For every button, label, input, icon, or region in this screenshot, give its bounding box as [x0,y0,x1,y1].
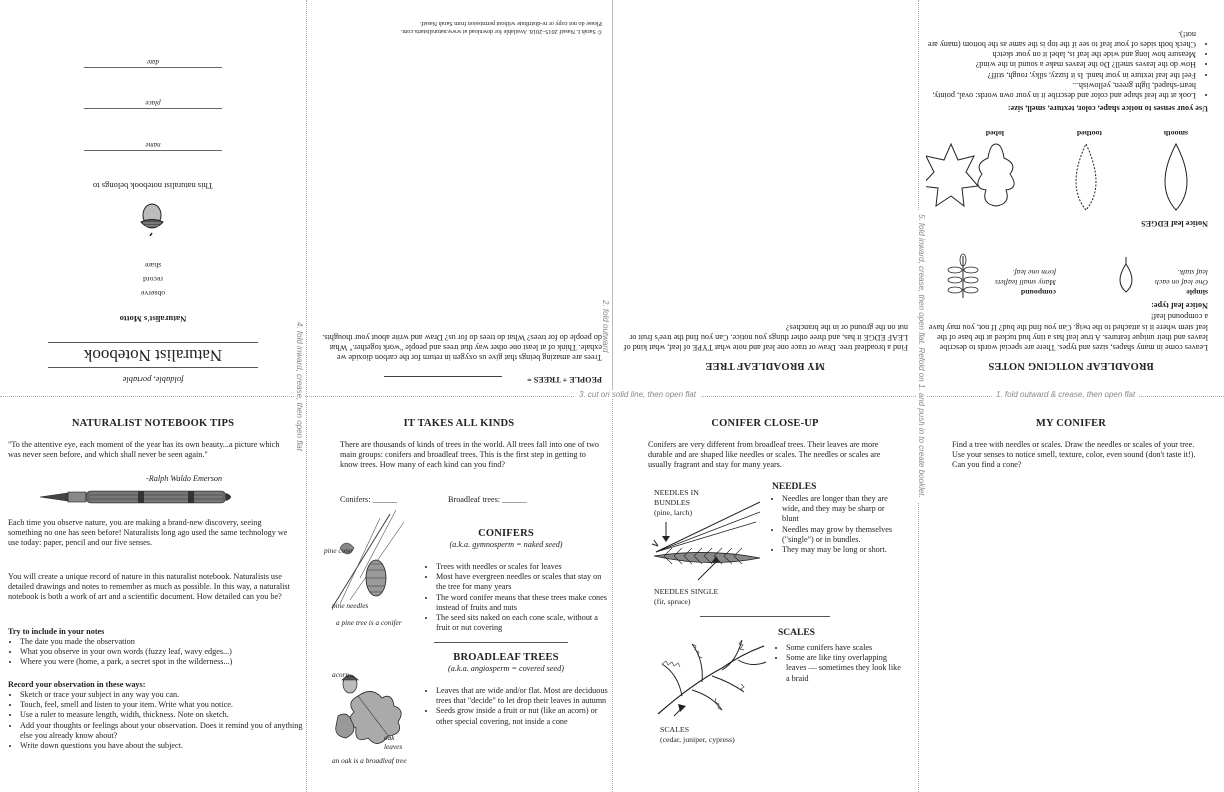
cover-panel [0,0,306,396]
pine-caption: a pine tree is a conifer [336,618,402,627]
noticing-heading: BROADLEAF NOTICING NOTES [988,360,1154,371]
record-item: • Sketch or trace your subject in any way you can. [20,690,306,700]
closeup-intro: Conifers are very different from broadleaf trees. Their leaves are more durable and are shaped like needles or scales. The needles or scales are usually fragrant and stay for many years. [648,440,881,470]
pine-cone-label: pine cone [324,546,353,555]
tips-author: -Ralph Waldo Emerson [146,474,223,483]
senses-heading: Use your senses to notice shape, color, texture, smell, size: [1007,104,1208,113]
noticing-panel [918,0,1224,396]
include-list [8,637,306,668]
conifer-points [424,562,608,633]
people-trees-text: Trees are amazing beings that give us oxygen in return for the carbon dioxide we exhale. Think of at least one other way that trees and people "work together." What do people do for trees? What do trees do for us? Draw and write about your thoughts. [322,332,602,362]
oak-leaves-label: oak leaves [384,733,403,751]
scales-label: SCALES [660,725,690,734]
tips-para-2: You will create a unique record of nature in this naturalist notebook. Naturalists use detailed drawings and notes to remember as much as possible. In this way, a naturalist notebook is both a work of art and a scientific document. How detailed can you be? [8,572,290,602]
simple-desc: One leaf on each leaf stalk. [1154,268,1208,287]
include-item: • The date you made the observation [20,637,306,647]
conifer-point: • Most have evergreen needles or scales that stay on the tree for many years [436,572,608,592]
fold-label-5: 5. fold inward, crease, then open flat. Refold on 1. and push in to create booklet. [917,210,926,502]
kinds-heading: IT TAKES ALL KINDS [403,418,515,429]
noticing-intro: Leaves come in many shapes, sizes and types. There are special words to describe leaves and their unique features. A true leaf has a tiny bud tucked at the base of the leaf stem where it is attached to the twig. Can you find the bud? If not, you may have a compound leaf! [928,312,1208,352]
closeup-heading: CONIFER CLOSE-UP [711,418,819,429]
needles-points [770,494,898,555]
closeup-divider [700,616,830,617]
kinds-panel [306,396,612,792]
bundles-sub: (pine, larch) [654,508,693,517]
conifer-point: • The seed sits naked on each cone scale, without a fruit or nut covering [436,613,608,633]
compound-leaf-icon [938,252,988,302]
single-label: NEEDLES SINGLE [654,587,719,596]
conifer-point: • The word conifer means that these trees make cones instead of fruits and nuts [436,593,608,613]
needles-heading: NEEDLES [772,482,817,492]
my-conifer-text: Find a tree with needles or scales. Draw the needles or scales of your tree. Use your senses to notice smell, texture, color, even sound (don't taste it!). Can you find a cone? [952,440,1196,470]
name-line[interactable] [84,150,222,151]
record-heading: Record your observation in these ways: [8,680,146,689]
title-rule-bottom [48,342,258,343]
scales-points [774,643,904,684]
scales-point: • Some are like tiny overlapping leaves — sometimes they look like a braid [786,653,904,684]
compound-desc: Many small leaflets form one leaf. [994,268,1056,287]
record-item: • Use a ruler to measure length, width, thickness. Note on sketch. [20,710,306,720]
scales-sub: (cedar, juniper, cypress) [660,735,735,744]
broadleaf-point: • Seeds grow inside a fruit or nut (like an acorn) or other special covering, not inside a cone [436,706,610,726]
senses-item: • Look at the leaf shape and color and describe it in your own words: oval, pointy, heart-shaped, light green, yellowish... [918,80,1196,100]
broadleaf-panel [612,0,918,396]
senses-item: • Measure how long and wide the leaf is, label it on your sketch [918,49,1196,59]
include-heading: Try to include in your notes [8,627,105,636]
record-item: • Touch, feel, smell and listen to your item. Write what you notice. [20,700,306,710]
cut-label-3: 3. cut on solid line, then open flat [575,390,700,399]
broadleaf-text: Find a broadleaf tree. Draw or trace one leaf and note what TYPE of leaf, what kind of LEAF EDGE it has, and three other things you notice. Can you find the tree's fruit or nut on the ground or in the branches? [623,322,908,352]
senses-list [918,29,1208,100]
pine-needles-label: pine needles [332,601,369,610]
needles-point: • They may may be long or short. [782,545,898,555]
people-trees-heading: PEOPLE + TREES = [527,375,602,384]
broadleaf-trees-heading: BROADLEAF TREES [453,652,559,663]
motto-record: record [143,275,163,284]
kinds-divider [434,642,568,643]
conifers-heading: CONIFERS [478,528,534,539]
fold-label-1: 1. fold outward & crease, then open flat [992,390,1139,399]
my-conifer-heading: MY CONIFER [1035,418,1107,429]
people-trees-answer-line[interactable] [384,376,502,377]
broadleaf-aka: (a.k.a. angiosperm = covered seed) [448,664,564,673]
copyright-line-1: © Sarah L Nassif 2015–2018. Available for download at www.naturalistarts.com. [400,28,602,35]
senses-item: • How do the leaves smell? Do the leaves make a sound in the wind? [918,59,1196,69]
scales-heading: SCALES [778,628,815,638]
edge-smooth-label: smooth [1163,129,1188,138]
acorn-label: acorn [332,670,350,679]
record-item: • Write down questions you have about the subject. [20,741,306,751]
scales-illustration [652,634,772,726]
record-item: • Add your thoughts or feelings about your observation. Does it remind you of anything else you already know about? [20,721,306,741]
copyright-line-2: Please do not copy or re-distribute without permission from Sarah Nassif. [419,20,602,27]
title-rule-top [48,367,258,368]
fountain-pen-icon [38,486,238,508]
copyright-note [318,19,602,35]
record-list [8,690,306,751]
acorn-icon [137,202,167,236]
needles-point: • Needles are longer than they are wide, and they may be sharp or blunt [782,494,898,525]
compound-label: compound [1020,288,1056,297]
place-line[interactable] [84,108,222,109]
simple-label: simple [1186,288,1208,297]
cover-title: Naturalist Notebook [83,346,223,365]
senses-item: • Feel the leaf texture in your hand. Is it fuzzy, silky, rough, stiff? [918,69,1196,79]
date-line[interactable] [84,67,222,68]
people-trees-panel [306,0,612,396]
simple-leaf-icon [1108,256,1144,296]
needles-point: • Needles may grow by themselves ("single") or in bundles. [782,525,898,545]
pine-cone-illustration [320,508,410,616]
conifers-count[interactable]: Conifers: ______ [340,495,398,504]
date-field-label: date [146,58,160,66]
cover-subtitle: foldable, portable [122,375,184,385]
broadleaf-count[interactable]: Broadleaf trees: ______ [448,495,527,504]
leaf-edges-heading: Notice leaf EDGES [1141,219,1208,228]
motto-heading: Naturalist's Motto [119,314,187,324]
conifers-aka: (a.k.a. gymnosperm = naked seed) [449,540,563,549]
include-item: • Where you were (home, a park, a secret spot in the wilderness...) [20,657,306,667]
conifer-closeup-panel [612,396,918,792]
tips-heading: NATURALIST NOTEBOOK TIPS [71,418,235,429]
broadleaf-heading: MY BROADLEAF TREE [705,360,825,371]
conifer-point: • Trees with needles or scales for leaves [436,562,608,572]
bundles-label: NEEDLES IN BUNDLES [654,488,699,507]
fold-label-2: 2. fold outward [601,296,610,356]
oak-caption: an oak is a broadleaf tree [332,756,407,765]
include-item: • What you observe in your own words (fuzzy leaf, wavy edges...) [20,647,306,657]
edge-toothed-label: toothed [1076,129,1102,138]
broadleaf-points [424,686,610,727]
single-sub: (fir, spruce) [654,597,691,606]
broadleaf-point: • Leaves that are wide and/or flat. Most are deciduous trees that "decide" to let drop their leaves in autumn [436,686,610,706]
scales-point: • Some conifers have scales [786,643,904,653]
fold-label-4: 4. fold inward, crease, then open flat [295,318,304,455]
edge-lobed-label: lobed [985,129,1004,138]
tips-panel [0,396,306,792]
tips-para-1: Each time you observe nature, you are making a brand-new discovery, seeing something no one has seen before! Naturalists long ago used the same technology we use today: paper, pencil and our five senses. [8,518,288,548]
name-field-label: name [145,141,161,149]
place-field-label: place [145,99,161,107]
kinds-intro: There are thousands of kinds of trees in the world. All trees fall into one of two main groups: conifers and broadleaf trees. This is the first step in getting to know trees. How many of each kind can you find? [340,440,599,470]
my-conifer-panel [918,396,1224,792]
leaf-edges-illustration [926,136,1206,216]
leaf-type-heading: Notice leaf type: [1151,301,1208,310]
senses-item: • Check both sides of your leaf to see if the top is the same as the bottom (many are not!). [918,29,1196,49]
motto-share: share [144,261,162,270]
tips-quote: "To the attentive eye, each moment of the year has its own beauty...a picture which was never seen before, and which shall never be seen again." [8,440,280,460]
needles-illustration [648,496,768,586]
belongs-to: This naturalist notebook belongs to [93,181,213,191]
motto-observe: observe [140,289,166,298]
